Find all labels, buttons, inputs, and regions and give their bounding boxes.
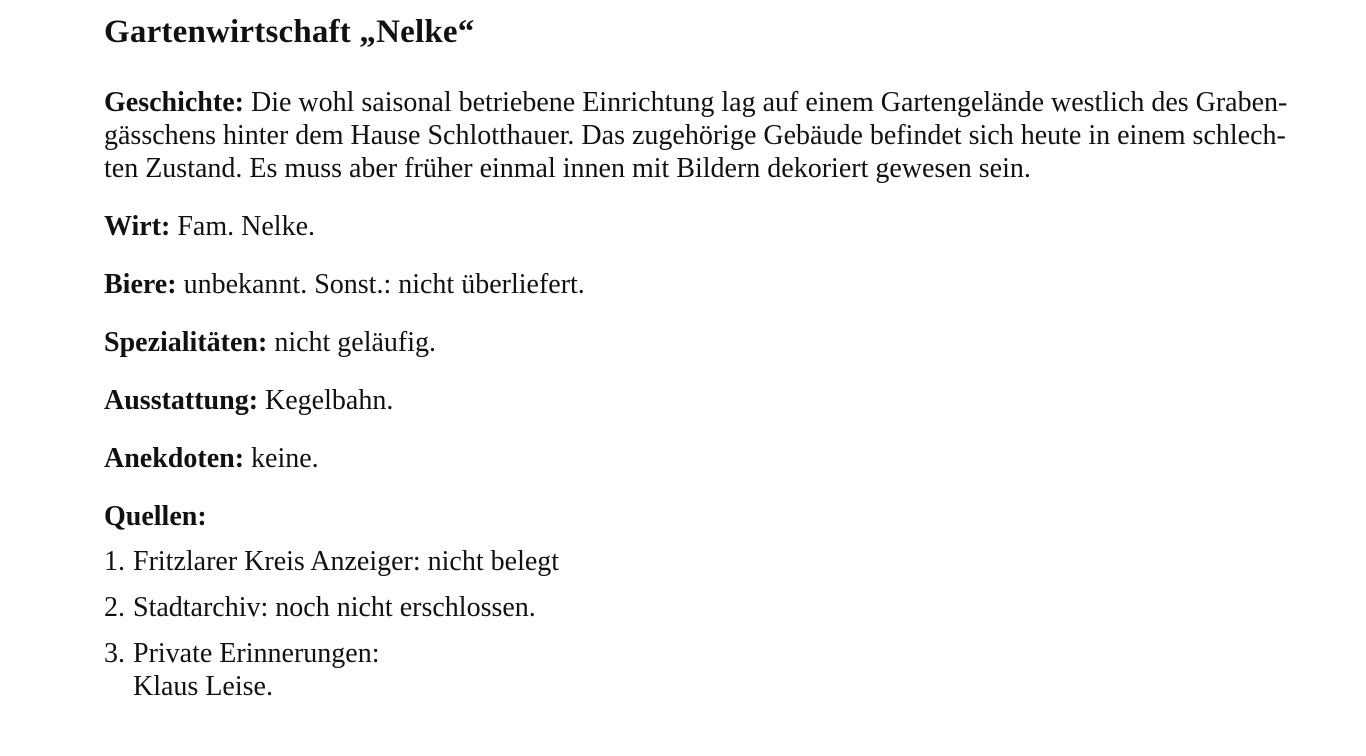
- section-anekdoten: [104, 442, 1310, 475]
- section-wirt: [104, 210, 1310, 243]
- document-page: [104, 12, 1310, 716]
- spezialitaeten-text: nicht geläufig.: [274, 327, 437, 358]
- geschichte-text-2: gässchens hinter dem Hause Schlotthauer. Das zugehörige Gebäude befindet sich heute in einem schlech-: [104, 120, 1286, 151]
- sources-list: [104, 545, 1310, 703]
- list-item-text-multiline: [133, 637, 1310, 703]
- list-item-text: Private Erinnerungen:: [133, 638, 380, 669]
- ausstattung-label: Ausstattung:: [104, 385, 259, 416]
- list-item-text: Stadtarchiv: noch nicht erschlossen.: [133, 592, 536, 623]
- spezialitaeten-label: Spezialitäten:: [104, 327, 268, 358]
- list-item-text: Klaus Leise.: [133, 671, 273, 702]
- list-item-text: Fritzlarer Kreis Anzeiger: nicht belegt: [133, 546, 560, 577]
- wirt-text: Fam. Nelke.: [177, 211, 315, 242]
- list-item: [104, 637, 1310, 703]
- section-spezialitaeten: [104, 326, 1310, 359]
- section-quellen: [104, 500, 1310, 703]
- biere-text: unbekannt. Sonst.: nicht überliefert.: [183, 269, 585, 300]
- list-item: [104, 591, 1310, 624]
- ausstattung-text: Kegelbahn.: [265, 385, 394, 416]
- geschichte-line-2: [104, 119, 1310, 152]
- geschichte-line-1: [104, 86, 1310, 119]
- geschichte-text-3: ten Zustand. Es muss aber früher einmal innen mit Bildern dekoriert gewesen sein.: [104, 153, 1031, 184]
- geschichte-label: Geschichte:: [104, 87, 244, 118]
- section-ausstattung: [104, 384, 1310, 417]
- list-item-number: 3.: [104, 638, 125, 669]
- wirt-label: Wirt:: [104, 211, 171, 242]
- section-biere: [104, 268, 1310, 301]
- geschichte-text-1: Die wohl saisonal betriebene Einrichtung lag auf einem Gartengelände westlich des Graben-: [250, 87, 1288, 118]
- geschichte-line-3: [104, 152, 1310, 185]
- quellen-label: Quellen:: [104, 501, 207, 532]
- list-item: [104, 545, 1310, 578]
- list-item-number: 2.: [104, 592, 125, 623]
- biere-label: Biere:: [104, 269, 177, 300]
- anekdoten-label: Anekdoten:: [104, 443, 245, 474]
- section-geschichte: [104, 86, 1310, 185]
- list-item-number: 1.: [104, 546, 125, 577]
- page-title: Gartenwirtschaft „Nelke“: [104, 14, 475, 50]
- anekdoten-text: keine.: [251, 443, 319, 474]
